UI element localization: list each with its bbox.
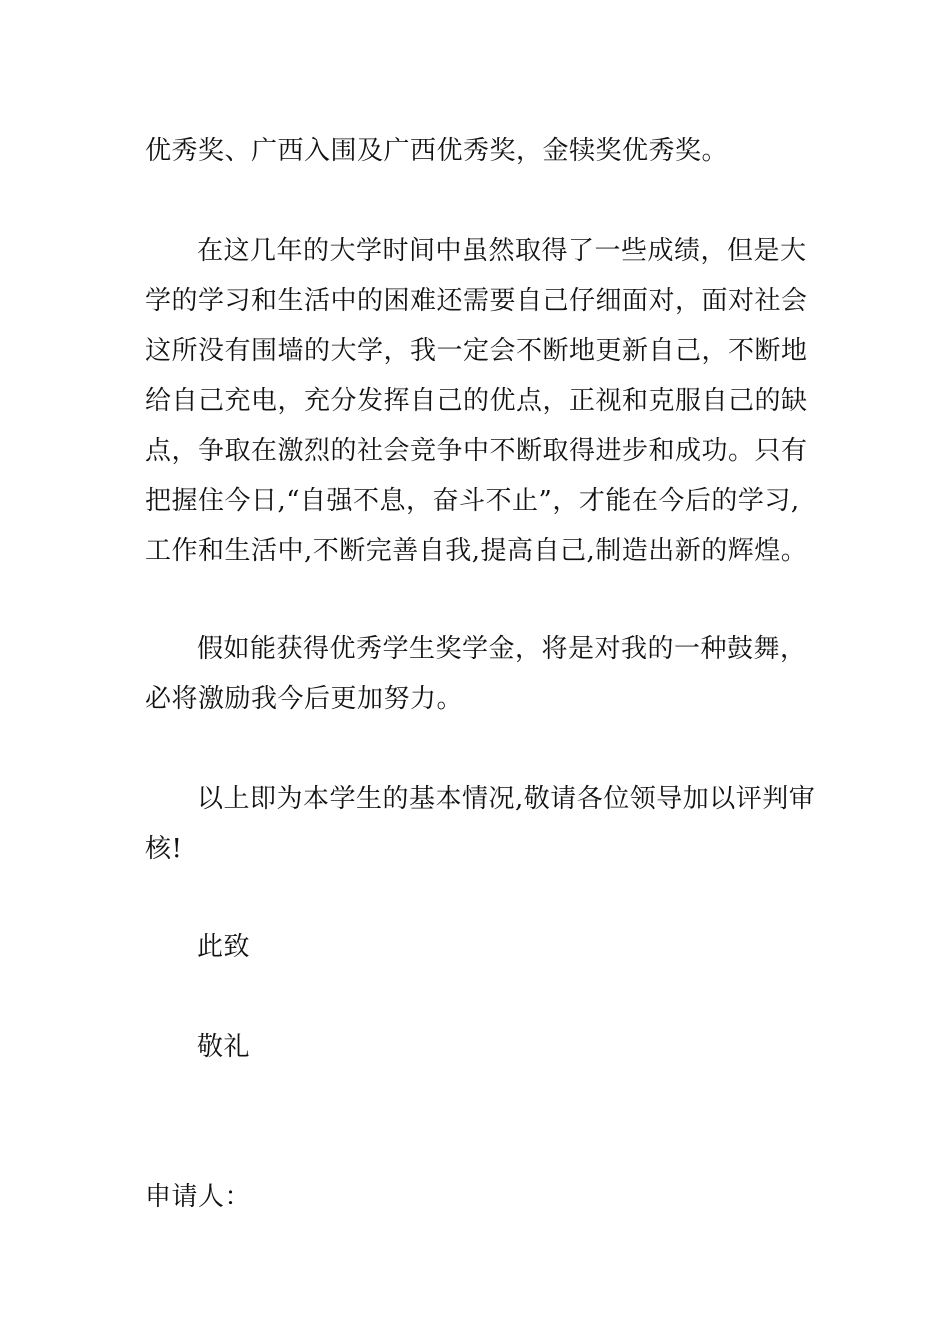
text-line: 申请人： (145, 1182, 252, 1212)
text-line: 以上即为本学生的基本情况,敬请各位领导加以评判审 (197, 784, 816, 814)
text-line: 在这几年的大学时间中虽然取得了一些成绩，但是大 (197, 236, 807, 266)
text-line: 点，争取在激烈的社会竞争中不断取得进步和成功。只有 (145, 436, 808, 466)
paragraph-award-continuation (145, 126, 810, 176)
text-line: 必将激励我今后更加努力。 (145, 684, 464, 714)
text-line: 此致 (197, 932, 251, 962)
text-line: 工作和生活中,不断完善自我,提高自己,制造出新的辉煌。 (145, 536, 808, 566)
text-line: 把握住今日,“自强不息，奋斗不止”，才能在今后的学习, (145, 486, 800, 516)
salutation-cizhi (145, 922, 810, 972)
paragraph-scholarship (145, 624, 810, 724)
text-line: 学的学习和生活中的困难还需要自己仔细面对，面对社会 (145, 286, 808, 316)
text-line: 核! (145, 834, 183, 864)
text-line: 假如能获得优秀学生奖学金，将是对我的一种鼓舞， (197, 634, 807, 664)
paragraph-achievements (145, 226, 810, 576)
salutation-jingli (145, 1022, 810, 1072)
text-line: 敬礼 (197, 1032, 251, 1062)
paragraph-closing-request (145, 774, 816, 874)
text-line: 优秀奖、广西入围及广西优秀奖，金犊奖优秀奖。 (145, 136, 729, 166)
applicant-signature-label (145, 1172, 810, 1222)
text-line: 给自己充电，充分发挥自己的优点，正视和克服自己的缺 (145, 386, 808, 416)
text-line: 这所没有围墙的大学，我一定会不断地更新自己，不断地 (145, 336, 808, 366)
